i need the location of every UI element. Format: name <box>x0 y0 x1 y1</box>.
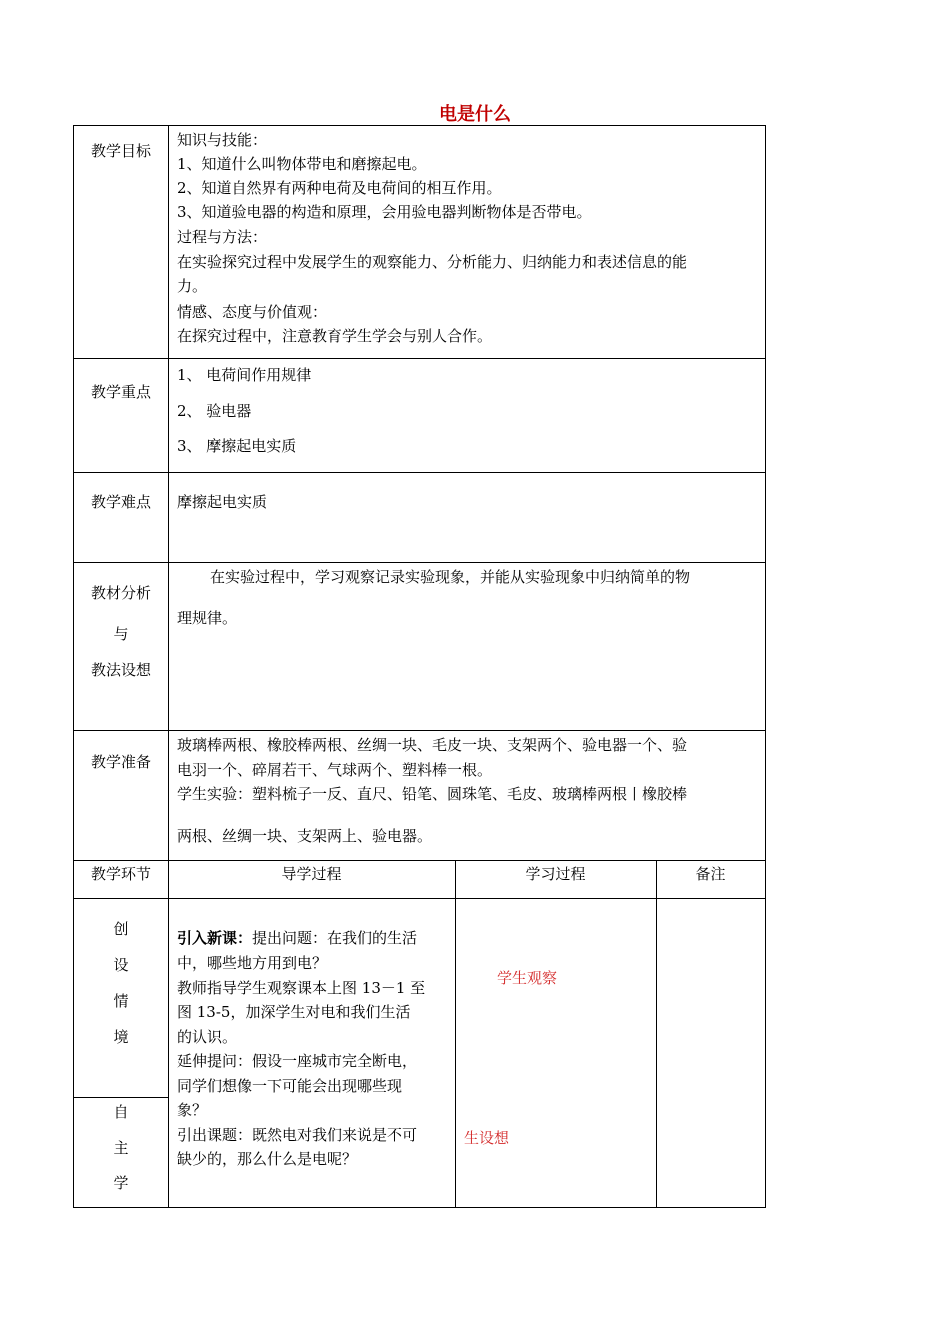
learning-note-observe: 学生观察 <box>497 969 558 987</box>
stage-char: 学 <box>113 1174 129 1192</box>
table-border-right <box>765 125 766 1208</box>
analysis-label-line: 与 <box>113 625 129 643</box>
guide-line: 缺少的，那么什么是电呢？ <box>177 1150 358 1168</box>
header-guide: 导学过程 <box>281 865 342 883</box>
guide-line: 同学们想像一下可能会出现哪些现 <box>177 1077 403 1095</box>
objective-line: 情感、态度与价值观： <box>177 303 328 321</box>
analysis-text-line: 在实验过程中，学习观察记录实验现象，并能从实验现象中归纳简单的物 <box>210 568 691 586</box>
key-point-item: 1、 电荷间作用规律 <box>177 366 312 384</box>
row-divider <box>73 472 766 473</box>
column-divider <box>656 860 657 1208</box>
guide-lead: 引入新课： <box>177 929 253 947</box>
objectives-label: 教学目标 <box>90 142 151 160</box>
objective-line: 3、知道验电器的构造和原理，会用验电器判断物体是否带电。 <box>177 203 592 221</box>
objective-line: 过程与方法： <box>177 228 268 246</box>
guide-line: 图 13-5，加深学生对电和我们生活 <box>177 1003 411 1021</box>
header-stage: 教学环节 <box>90 865 151 883</box>
analysis-label-line: 教法设想 <box>90 661 151 679</box>
preparation-line: 学生实验：塑料梳子一反、直尺、铅笔、圆珠笔、毛皮、玻璃棒两根丨橡胶棒 <box>177 785 688 803</box>
stage-char: 境 <box>113 1028 129 1046</box>
document-title: 电是什么 <box>439 104 511 125</box>
guide-line: 的认识。 <box>177 1028 238 1046</box>
guide-line: 延伸提问：假设一座城市完全断电， <box>177 1052 418 1070</box>
objective-line: 力。 <box>177 277 208 295</box>
row-divider <box>73 562 766 563</box>
key-point-item: 2、 验电器 <box>177 402 252 420</box>
objective-line: 在实验探究过程中发展学生的观察能力、分析能力、归纳能力和表述信息的能 <box>177 253 688 271</box>
guide-intro-line <box>177 926 417 951</box>
column-divider <box>168 125 169 1208</box>
learning-note-imagine: 生设想 <box>464 1129 510 1147</box>
header-learning: 学习过程 <box>525 865 586 883</box>
column-divider <box>455 860 456 1208</box>
preparation-line: 玻璃棒两根、橡胶棒两根、丝绸一块、毛皮一块、支架两个、验电器一个、验 <box>177 736 688 754</box>
key-point-item: 3、 摩擦起电实质 <box>177 437 297 455</box>
stage-char: 创 <box>113 920 129 938</box>
objective-line: 2、知道自然界有两种电荷及电荷间的相互作用。 <box>177 179 502 197</box>
key-points-label: 教学重点 <box>90 383 151 401</box>
table-border-top <box>73 125 766 126</box>
row-divider <box>73 358 766 359</box>
difficulty-label: 教学难点 <box>90 493 151 511</box>
stage-char: 主 <box>113 1139 129 1157</box>
difficulty-text: 摩擦起电实质 <box>177 493 268 511</box>
stage-char: 自 <box>113 1103 129 1121</box>
objective-line: 在探究过程中，注意教育学生学会与别人合作。 <box>177 327 493 345</box>
guide-line: 教师指导学生观察课本上图 13－1 至 <box>177 979 426 997</box>
guide-line: 引出课题：既然电对我们来说是不可 <box>177 1126 418 1144</box>
row-divider <box>73 860 766 861</box>
analysis-label-line: 教材分析 <box>90 584 151 602</box>
table-border-bottom <box>73 1207 766 1208</box>
preparation-line: 两根、丝绸一块、支架两上、验电器。 <box>177 827 433 845</box>
stage-char: 情 <box>113 992 129 1010</box>
header-notes: 备注 <box>695 865 726 883</box>
analysis-text-line: 理规律。 <box>177 609 238 627</box>
preparation-label: 教学准备 <box>90 753 151 771</box>
preparation-line: 电羽一个、碎屑若干、气球两个、塑料棒一根。 <box>177 761 493 779</box>
guide-lead-rest: 提出问题：在我们的生活 <box>252 929 418 947</box>
stage-char: 设 <box>113 956 129 974</box>
guide-line: 象？ <box>177 1101 208 1119</box>
objective-line: 1、知道什么叫物体带电和磨擦起电。 <box>177 155 427 173</box>
row-divider <box>73 898 766 899</box>
objective-line: 知识与技能： <box>177 131 268 149</box>
guide-line: 中，哪些地方用到电？ <box>177 954 328 972</box>
row-divider <box>73 1097 168 1098</box>
row-divider <box>73 730 766 731</box>
